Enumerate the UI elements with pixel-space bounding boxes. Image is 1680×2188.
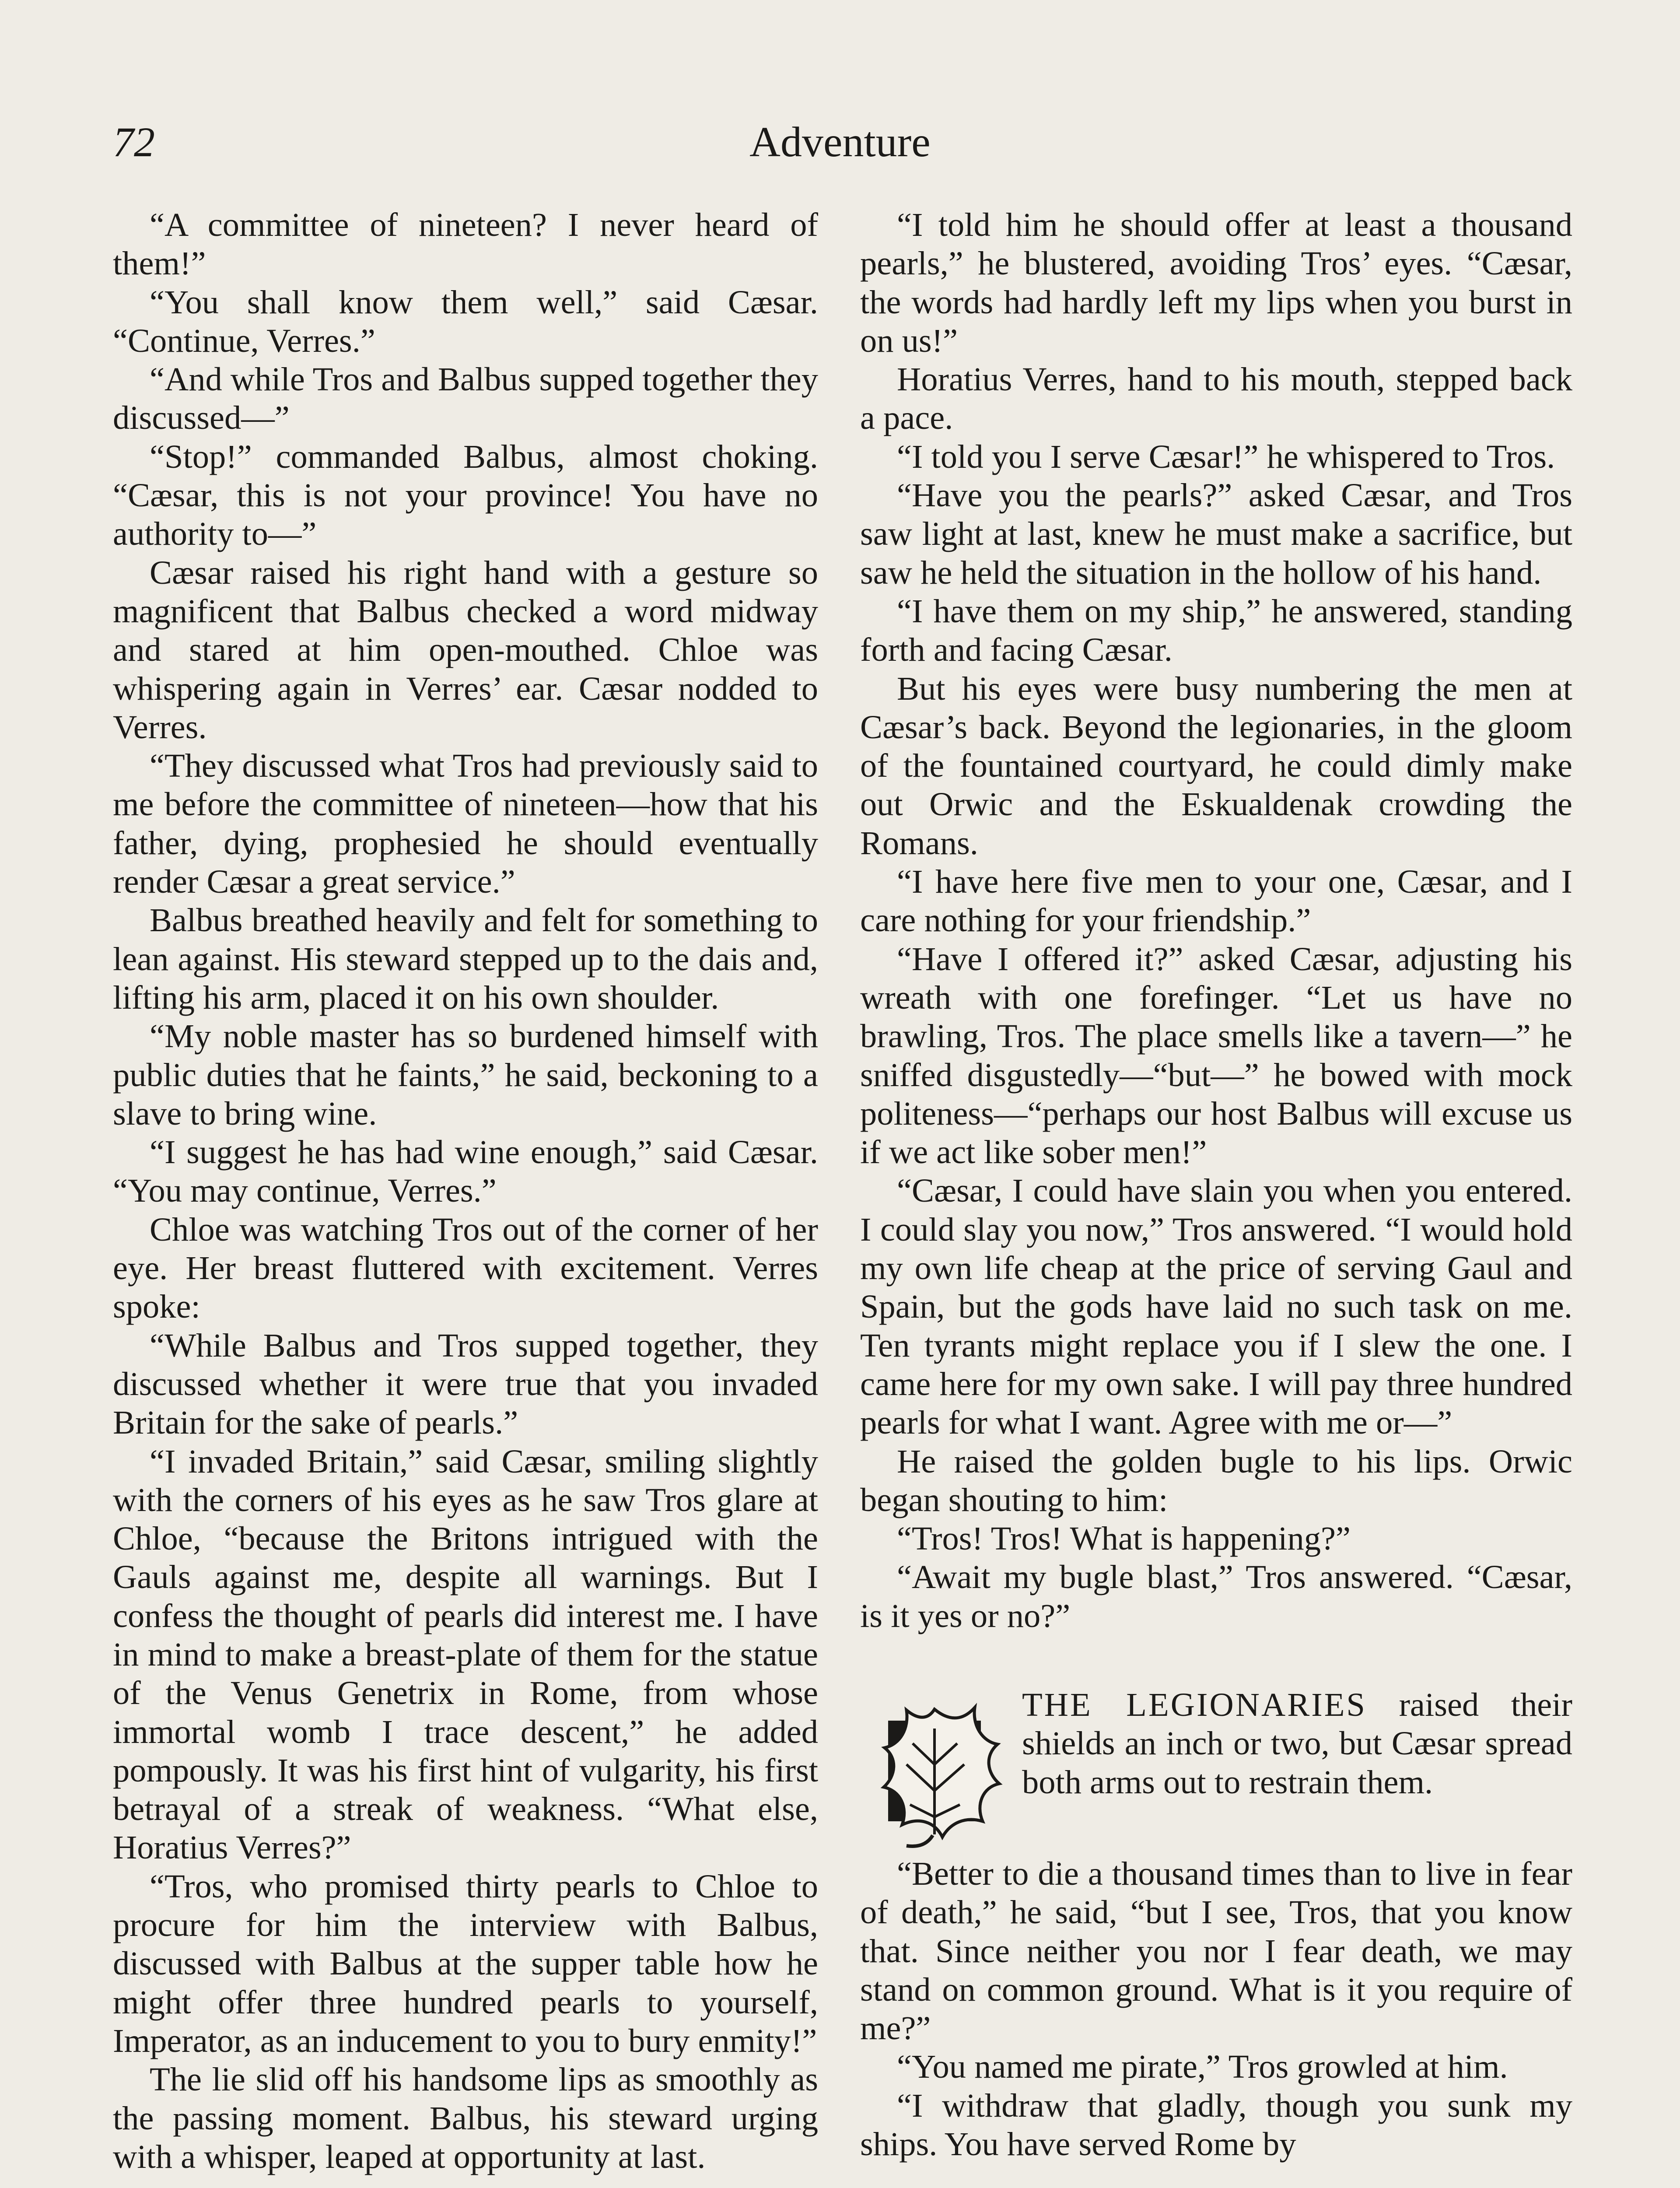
paragraph: “Tros, who promised thirty pearls to Chloe to procure for him the interview with Balbus, discussed with Balbus at the supper table how he might offer three hundred pearls to yourself, Imperator, as an inducement to you to bury enmity!” — [113, 1867, 818, 2059]
paragraph: “And while Tros and Balbus supped together they discussed—” — [113, 361, 818, 437]
paragraph: “Cæsar, I could have slain you when you entered. I could slay you now,” Tros answered. “I would hold my own life cheap at the price of serving Gaul and Spain, but the gods have laid no such task on me. Ten tyrants might replace you if I slew the one. I came here for my own sake. I will pay three hundred pearls for what I want. Agree with me or—” — [860, 1172, 1572, 1441]
section-break — [860, 1686, 1572, 1855]
right-column-after — [860, 1855, 1572, 2163]
section-lead-text: raised their shields an inch or two, but Cæsar spread both arms out to restrain them. — [1022, 1686, 1572, 1801]
paragraph: “I told him he should offer at least a thousand pearls,” he blustered, avoiding Tros’ eyes. “Cæsar, the words had hardly left my lips when you burst in on us!” — [860, 206, 1572, 359]
paragraph: “They discussed what Tros had previously said to me before the committee of nineteen—how that his father, dying, prophesied he should eventually render Cæsar a great service.” — [113, 747, 818, 901]
page-number: 72 — [113, 119, 155, 165]
paragraph: But his eyes were busy numbering the men at Cæsar’s back. Beyond the legionaries, in the gloom of the fountained courtyard, he could dimly make out Orwic and the Eskualdenak crowding the Romans. — [860, 670, 1572, 862]
right-text-column — [860, 206, 1572, 2163]
paragraph: “Better to die a thousand times than to live in fear of death,” he said, “but I see, Tros, that you know that. Since neither you nor I fear death, we may stand on common ground. What is it you require of me?” — [860, 1855, 1572, 2047]
paragraph: “I suggest he has had wine enough,” said Cæsar. “You may continue, Verres.” — [113, 1133, 818, 1210]
paragraph: “A committee of nineteen? I never heard of them!” — [113, 206, 818, 282]
paragraph: “Await my bugle blast,” Tros answered. “Cæsar, is it yes or no?” — [860, 1558, 1572, 1634]
paragraph: “Have you the pearls?” asked Cæsar, and Tros saw light at last, knew he must make a sacrifice, but saw he held the situation in the hollow of his hand. — [860, 477, 1572, 591]
paragraph: Cæsar raised his right hand with a gesture so magnificent that Balbus checked a word midway and stared at him open-mouthed. Chloe was whispering again in Verres’ ear. Cæsar nodded to Verres. — [113, 554, 818, 746]
paragraph: “While Balbus and Tros supped together, they discussed whether it were true that you invaded Britain for the sake of pearls.” — [113, 1326, 818, 1441]
page-header — [0, 109, 1680, 175]
left-text-column — [113, 206, 818, 2176]
paragraph: “I told you I serve Cæsar!” he whispered to Tros. — [897, 438, 1555, 475]
paragraph: He raised the golden bugle to his lips. Orwic began shouting to him: — [860, 1442, 1572, 1518]
paragraph: “I have here five men to your one, Cæsar, and I care nothing for your friendship.” — [860, 863, 1572, 939]
paragraph: “Have I offered it?” asked Cæsar, adjusting his wreath with one forefinger. “Let us have no brawling, Tros. The place smells like a tavern—” he sniffed disgustedly—“but—” he bowed with mock politeness—“perhaps our host Balbus will excuse us if we act like sober men!” — [860, 940, 1572, 1171]
paragraph: “I invaded Britain,” said Cæsar, smiling slightly with the corners of his eyes as he saw Tros glare at Chloe, “because the Britons intrigued with the Gauls against me, despite all warnings. But I confess the thought of pearls did interest me. I have in mind to make a breast-plate of them for the statue of the Venus Genetrix in Rome, from whose immortal womb I trace descent,” he added pompously. It was his first hint of vulgarity, his first betrayal of a streak of weakness. “What else, Horatius Verres?” — [113, 1442, 818, 1866]
paragraph: “You named me pirate,” Tros growled at him. — [897, 2048, 1508, 2086]
paragraph: “I withdraw that gladly, though you sunk my ships. You have served Rome by — [860, 2086, 1572, 2163]
paragraph: Chloe was watching Tros out of the corner of her eye. Her breast fluttered with excitement. Verres spoke: — [113, 1210, 818, 1325]
paragraph: “My noble master has so burdened himself with public duties that he faints,” he said, beckoning to a slave to bring wine. — [113, 1017, 818, 1132]
running-title: Adventure — [749, 119, 931, 166]
paragraph: The lie slid off his handsome lips as smoothly as the passing moment. Balbus, his steward urging with a whisper, leaped at opportunity at last. — [113, 2061, 818, 2175]
paragraph: “Tros! Tros! What is happening?” — [897, 1520, 1351, 1557]
paragraph: Balbus breathed heavily and felt for something to lean against. His steward stepped up to the dais and, lifting his arm, placed it on his own shoulder. — [113, 901, 818, 1016]
paragraph: “I have them on my ship,” he answered, standing forth and facing Cæsar. — [860, 592, 1572, 669]
section-lead: THE LEGIONARIES — [1022, 1686, 1367, 1723]
paragraph: “You shall know them well,” said Cæsar. “Continue, Verres.” — [113, 283, 818, 359]
paragraph: Horatius Verres, hand to his mouth, stepped back a pace. — [860, 361, 1572, 437]
right-column-body — [860, 206, 1572, 1635]
leaf-ornament-icon — [860, 1690, 1012, 1852]
paragraph: “Stop!” commanded Balbus, almost choking. “Cæsar, this is not your province! You have no authority to—” — [113, 438, 818, 553]
